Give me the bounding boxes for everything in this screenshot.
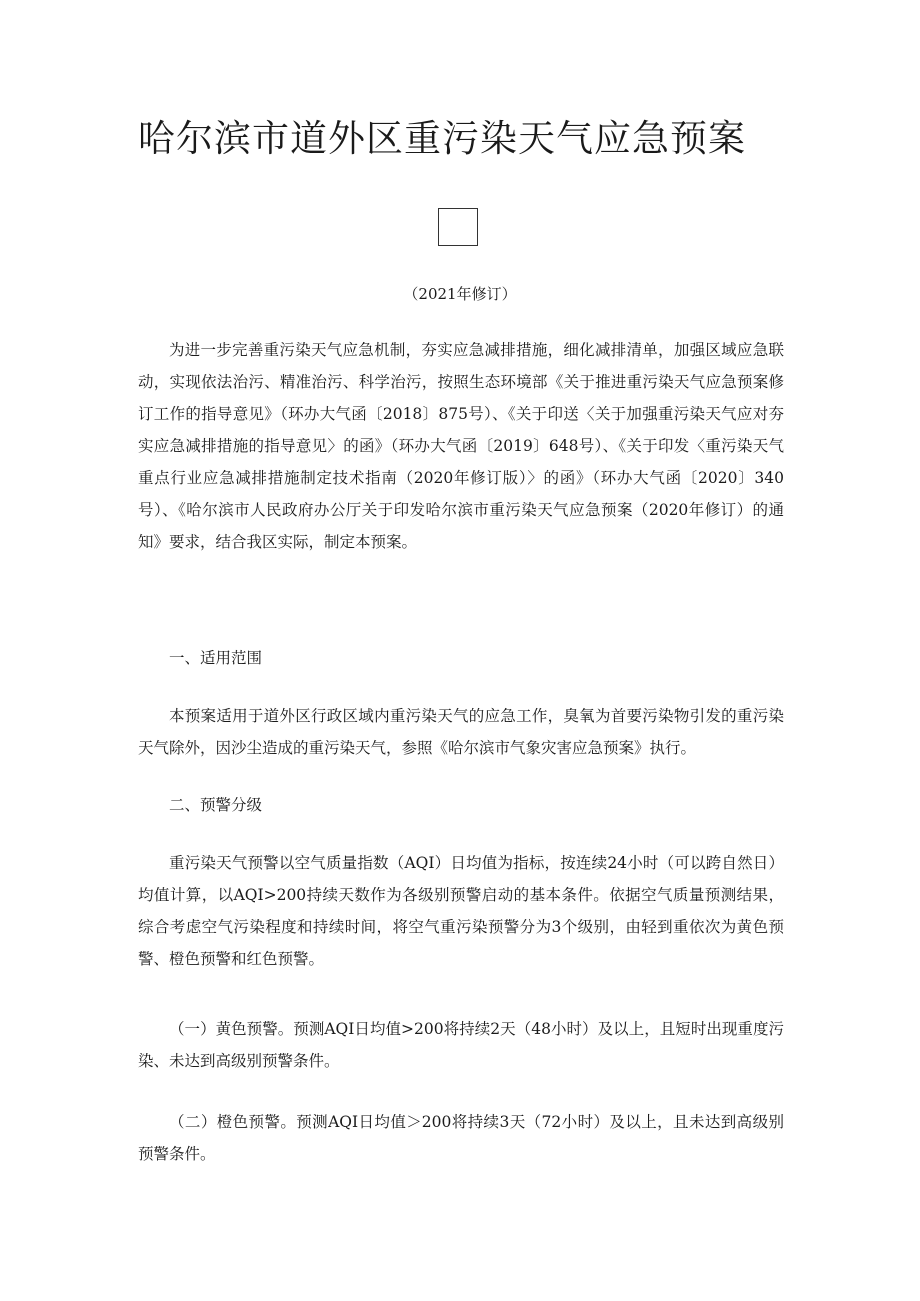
revision-note: （2021年修订）	[403, 285, 517, 303]
section-heading-scope: 一、适用范围	[169, 649, 263, 667]
yellow-warning-paragraph: （一）黄色预警。预测AQI日均值>200将持续2天（48小时）及以上，且短时出现重度污染、未达到高级别预警条件。	[138, 1020, 784, 1070]
empty-checkbox-frame	[438, 208, 478, 246]
intro-paragraph: 为进一步完善重污染天气应急机制，夯实应急减排措施，细化减排清单，加强区域应急联动，实现依法治污、精准治污、科学治污，按照生态环境部《关于推进重污染天气应急预案修订工作的指导意见》（环办大气函〔2018〕875号）、《关于印送〈关于加强重污染天气应对夯实应急减排措施的指导意见〉的函》（环办大气函〔2019〕648号）、《关于印发〈重污染天气重点行业应急减排措施制定技术指南（2020年修订版）〉的函》（环办大气函〔2020〕340号）、《哈尔滨市人民政府办公厅关于印发哈尔滨市重污染天气应急预案（2020年修订）的通知》要求，结合我区实际，制定本预案。	[138, 341, 784, 551]
scope-paragraph: 本预案适用于道外区行政区域内重污染天气的应急工作，臭氧为首要污染物引发的重污染天气除外，因沙尘造成的重污染天气，参照《哈尔滨市气象灾害应急预案》执行。	[138, 707, 784, 757]
orange-warning-paragraph: （二）橙色预警。预测AQI日均值＞200将持续3天（72小时）及以上，且未达到高级别预警条件。	[138, 1113, 784, 1163]
section-heading-warning-levels: 二、预警分级	[169, 796, 263, 814]
warning-levels-paragraph: 重污染天气预警以空气质量指数（AQI）日均值为指标，按连续24小时（可以跨自然日）均值计算，以AQI>200持续天数作为各级别预警启动的基本条件。依据空气质量预测结果，综合考虑空气污染程度和持续时间，将空气重污染预警分为3个级别，由轻到重依次为黄色预警、橙色预警和红色预警。	[138, 854, 784, 968]
document-title: 哈尔滨市道外区重污染天气应急预案	[138, 117, 746, 160]
